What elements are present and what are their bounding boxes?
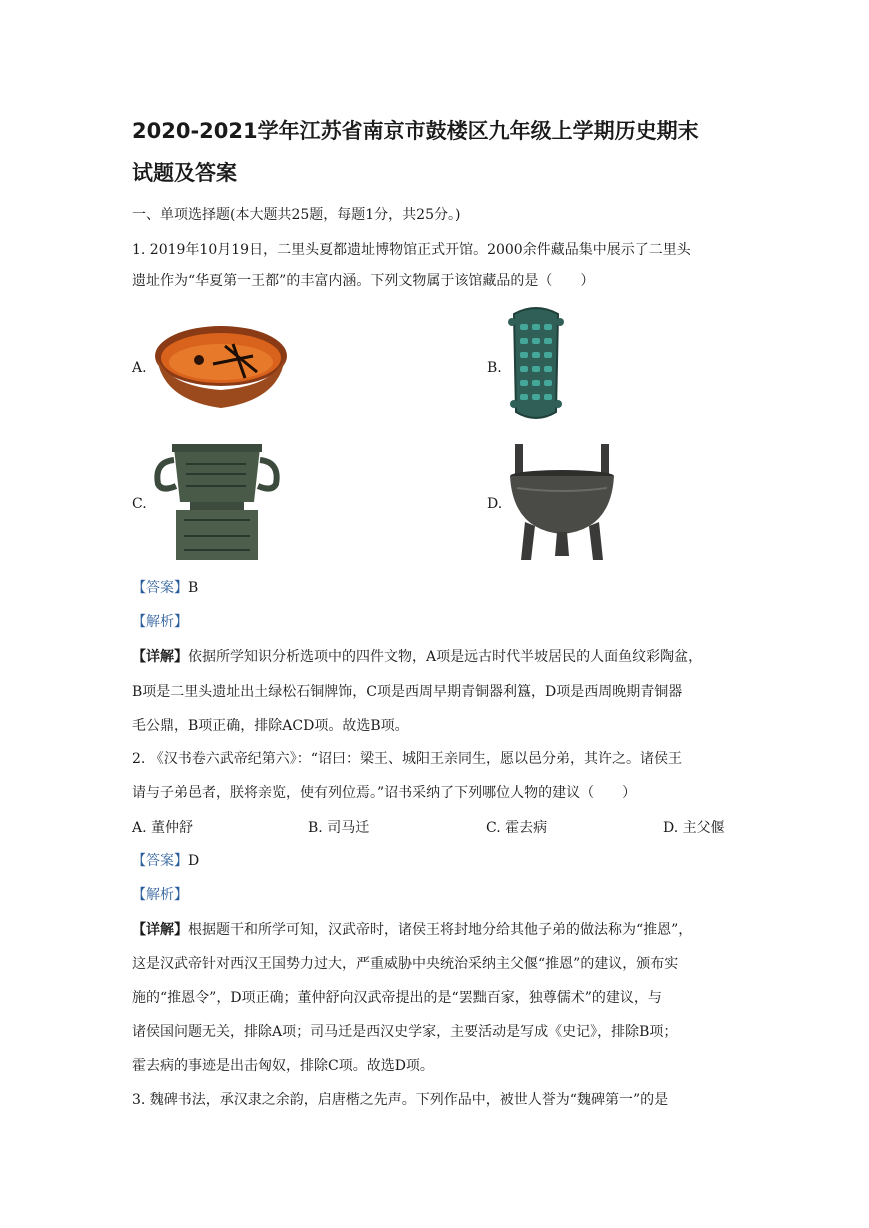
bronze-ding-tripod-image [507,442,617,562]
answer-tag: 【答案】 [132,580,188,596]
q2-option-c: C. 霍去病 [486,820,548,836]
q1-answer [132,581,742,595]
q2-option-a: A. 董仲舒 [132,820,194,836]
q1-option-a-label: A. [132,360,147,376]
q2-option-b: B. 司马迁 [308,820,370,836]
q2-detail-line-4: 诸侯国问题无关，排除A项；司马迁是西汉史学家，主要活动是写成《史记》，排除B项； [132,1024,678,1040]
detail-tag: 【详解】 [132,922,188,938]
q2-option-d: D. 主父偃 [663,820,725,836]
q1-analysis-tag: 【解析】 [132,614,188,630]
bronze-gui-vessel-image [152,440,282,562]
q1-option-c-label: C. [132,496,147,512]
painted-pottery-basin-image [153,322,289,414]
q2-detail-line-2: 这是汉武帝针对西汉王国势力过大，严重威胁中央统治采纳主父偃“推恩”的建议，颁布实 [132,956,679,972]
detail-tag: 【详解】 [132,649,188,665]
q1-detail-line-1 [132,650,742,664]
doc-title-line-1: 2020-2021学年江苏省南京市鼓楼区九年级上学期历史期末 [132,119,699,143]
q1-answer-value: B [188,580,199,596]
q2-answer-value: D [188,853,200,869]
q2-answer [132,854,742,868]
q1-detail-line-2: B项是二里头遗址出土绿松石铜牌饰，C项是西周早期青铜器利簋，D项是西周晚期青铜器 [132,684,683,700]
q3-stem-line-1: 3. 魏碑书法，承汉隶之余韵，启唐楷之先声。下列作品中，被世人誉为“魏碑第一”的是 [132,1092,669,1108]
q1-option-d-label: D. [487,496,503,512]
section-heading: 一、单项选择题(本大题共25题，每题1分，共25分。) [132,207,461,223]
q2-stem-line-2: 请与子弟邑者，朕将亲览，使有列位焉。”诏书采纳了下列哪位人物的建议（ ） [132,785,637,801]
q1-stem-line-2: 遗址作为“华夏第一王都”的丰富内涵。下列文物属于该馆藏品的是（ ） [132,273,595,289]
answer-tag: 【答案】 [132,853,188,869]
q2-detail-line-3: 施的“推恩令”，D项正确；董仲舒向汉武帝提出的是“罢黜百家，独尊儒术”的建议，与 [132,990,662,1006]
doc-title-line-2: 试题及答案 [132,161,237,185]
q2-stem-line-1: 2. 《汉书卷六武帝纪第六》：“诏曰：梁王、城阳王亲同生，愿以邑分弟，其许之。诸侯王 [132,751,682,767]
q2-detail-line-5: 霍去病的事迹是出击匈奴，排除C项。故选D项。 [132,1058,434,1074]
q1-detail-line-3: 毛公鼎，B项正确，排除ACD项。故选B项。 [132,718,409,734]
q1-stem-line-1: 1. 2019年10月19日，二里头夏都遗址博物馆正式开馆。2000余件藏品集中展示了二里头 [132,242,691,258]
q2-analysis-tag: 【解析】 [132,887,188,903]
q2-detail-line-1 [132,923,742,937]
q1-detail-text-1: 依据所学知识分析选项中的四件文物，A项是远古时代半坡居民的人面鱼纹彩陶盆， [188,649,703,665]
q2-detail-text-1: 根据题干和所学可知，汉武帝时，诸侯王将封地分给其他子弟的做法称为“推恩”， [188,922,693,938]
q1-option-b-label: B. [487,360,502,376]
turquoise-bronze-plaque-image [508,304,564,424]
